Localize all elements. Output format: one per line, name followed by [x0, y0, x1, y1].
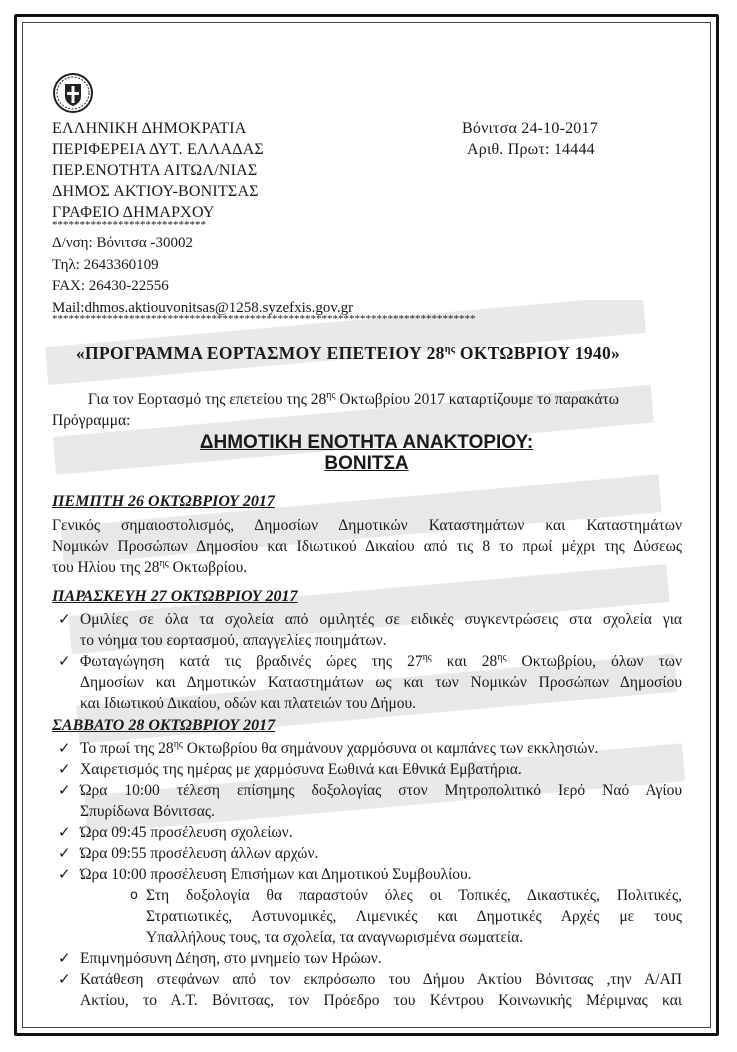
stars-divider-short: **************************** — [52, 219, 206, 231]
sub-list-item: o Στη δοξολογία θα παραστούν όλες οι Τοπικές, Δικαστικές, Πολιτικές, Στρατιωτικές, Αστυνομικές, Λιμενικές και Δημοτικές Αρχές με τους Υπαλλήλους τους, τα σχολεία, τα αναγνωρισμένα σωματεία. — [130, 887, 682, 946]
list-item: ✓ Το πρωί της $28^{\eta\varsigma}$ Οκτωβρίου θα σημάνουν χαρμόσυνα οι καμπάνες των εκκλησιών. — [58, 738, 599, 757]
list-item: ✓ Ομιλίες σε όλα τα σχολεία από ομιλητές σε ειδικές συγκεντρώσεις στα σχολεία για το νόημα του εορτασμού, απαγγελίες ποιημάτων. — [58, 610, 682, 649]
sub-list — [52, 885, 682, 948]
day-heading-saturday: ΣΑΒΒΑΤΟ 28 ΟΚΤΩΒΡΙΟΥ 2017 — [52, 717, 276, 734]
checkmark-icon: ✓ — [58, 823, 71, 841]
checkmark-icon: ✓ — [58, 865, 71, 883]
list-item: ✓ Χαιρετισμός της ημέρας με χαρμόσυνα Εωθινά και Εθνικά Εμβατήρια. — [58, 760, 522, 778]
checkmark-icon: ✓ — [58, 844, 71, 862]
checkmark-icon: ✓ — [58, 760, 71, 778]
list-item: ✓ Κατάθεση στεφάνων από τον εκπρόσωπο του Δήμου Ακτίου Βόνιτσας ,την Α/ΑΠ Ακτίου, το Α.Τ. Βόνιτσας, τον Πρόεδρο του Κέντρου Κοινωνικής Μέριμνας και — [58, 970, 682, 1009]
fax-line: FAX: 26430-22556 — [52, 278, 169, 294]
org-line: ΠΕΡΙΦΕΡΕΙΑ ΔΥΤ. ΕΛΛΑΔΑΣ — [52, 141, 265, 158]
checkmark-icon: ✓ — [58, 652, 71, 670]
org-line: ΠΕΡ.ΕΝΟΤΗΤΑ ΑΙΤΩΛ/ΝΙΑΣ — [52, 162, 258, 179]
list-item: ✓ Ώρα 09:45 προσέλευση σχολείων. — [58, 823, 293, 841]
day-heading-friday: ΠΑΡΑΣΚΕΥΗ 27 ΟΚΤΩΒΡΙΟΥ 2017 — [52, 588, 298, 605]
body-line: Νομικών Προσώπων Δημοσίου και Ιδιωτικού Δικαίου από τις 8 το πρωί μέχρι της Δύσεως — [52, 538, 682, 555]
date-line: Βόνιτσα 24-10-2017 — [462, 120, 598, 137]
address-line: Δ/νση: Βόνιτσα -30002 — [52, 235, 193, 251]
body-line: Γενικός σημαιοστολισμός, Δημοσίων Δημοτικών Καταστημάτων και Καταστημάτων — [52, 517, 682, 534]
friday-list — [52, 609, 682, 714]
section-heading-line-1: ΔΗΜΟΤΙΚΗ ΕΝΟΤΗΤΑ ΑΝΑΚΤΟΡΙΟΥ: — [199, 432, 534, 453]
list-item: ✓ Φωταγώγηση κατά τις βραδινές ώρες της $27^{\eta\varsigma}$ και $28^{\eta\varsigma}$ Οκτωβρίου, όλων των Δημοσίων και Δημοτικών Καταστημάτων ως και των Νομικών Προσώπων Δημοσίου και Ιδιωτικού Δικαίου, οδών και πλατειών του Δήμου. — [58, 651, 682, 712]
day-heading-thursday: ΠΕΜΠΤΗ 26 ΟΚΤΩΒΡΙΟΥ 2017 — [52, 493, 275, 510]
program-title: «ΠΡΟΓΡΑΜΜΑ ΕΟΡΤΑΣΜΟΥ ΕΠΕΤΕΙΟΥ $28^{\eta\varsigma}$ ΟΚΤΩΒΡΙΟΥ 1940» — [76, 343, 621, 363]
org-header-block — [52, 118, 264, 223]
thursday-body — [52, 515, 682, 578]
contact-block — [52, 233, 353, 319]
checkmark-icon: ✓ — [58, 739, 71, 757]
list-item: ✓ Επιμνημόσυνη Δέηση, στο μνημείο των Ηρώων. — [58, 949, 382, 967]
section-heading-line-2: ΒΟΝΙΤΣΑ — [324, 453, 409, 474]
org-line: ΕΛΛΗΝΙΚΗ ΔΗΜΟΚΡΑΤΙΑ — [52, 120, 247, 137]
circle-bullet-icon: o — [130, 888, 138, 903]
saturday-list — [52, 738, 682, 1011]
checkmark-icon: ✓ — [58, 970, 71, 988]
stars-divider-long: ***************************************************************************** — [52, 313, 476, 325]
org-line: ΔΗΜΟΣ ΑΚΤΙΟΥ-ΒΟΝΙΤΣΑΣ — [52, 183, 259, 200]
list-item: ✓ Ώρα 10:00 προσέλευση Επισήμων και Δημοτικού Συμβουλίου. — [58, 865, 472, 883]
greek-coat-of-arms-icon — [52, 72, 94, 114]
mail-line: Mail:dhmos.aktiouvonitsas@1258.syzefxis.gov.gr — [52, 299, 354, 316]
checkmark-icon: ✓ — [58, 781, 71, 799]
body-line: του Ηλίου της $28^{\eta\varsigma}$ Οκτωβρίου. — [52, 557, 248, 576]
intro-line-1: Για τον Εορτασμό της επετείου της $28^{\eta\varsigma}$ Οκτωβρίου 2017 καταρτίζουμε το παρακάτω — [88, 389, 619, 408]
protocol-number: Αριθ. Πρωτ: 14444 — [467, 141, 595, 158]
intro-line-2: Πρόγραμμα: — [52, 412, 131, 429]
org-line: ΓΡΑΦΕΙΟ ΔΗΜΑΡΧΟΥ — [52, 204, 215, 221]
list-item: ✓ Ώρα 10:00 τέλεση επίσημης δοξολογίας στον Μητροπολιτικό Ιερό Ναό Αγίου Σπυρίδωνα Βόνιτσας. — [58, 781, 682, 820]
checkmark-icon: ✓ — [58, 949, 71, 967]
list-item: ✓ Ώρα 09:55 προσέλευση άλλων αρχών. — [58, 844, 319, 862]
checkmark-icon: ✓ — [58, 610, 71, 628]
phone-line: Τηλ: 2643360109 — [52, 256, 159, 273]
